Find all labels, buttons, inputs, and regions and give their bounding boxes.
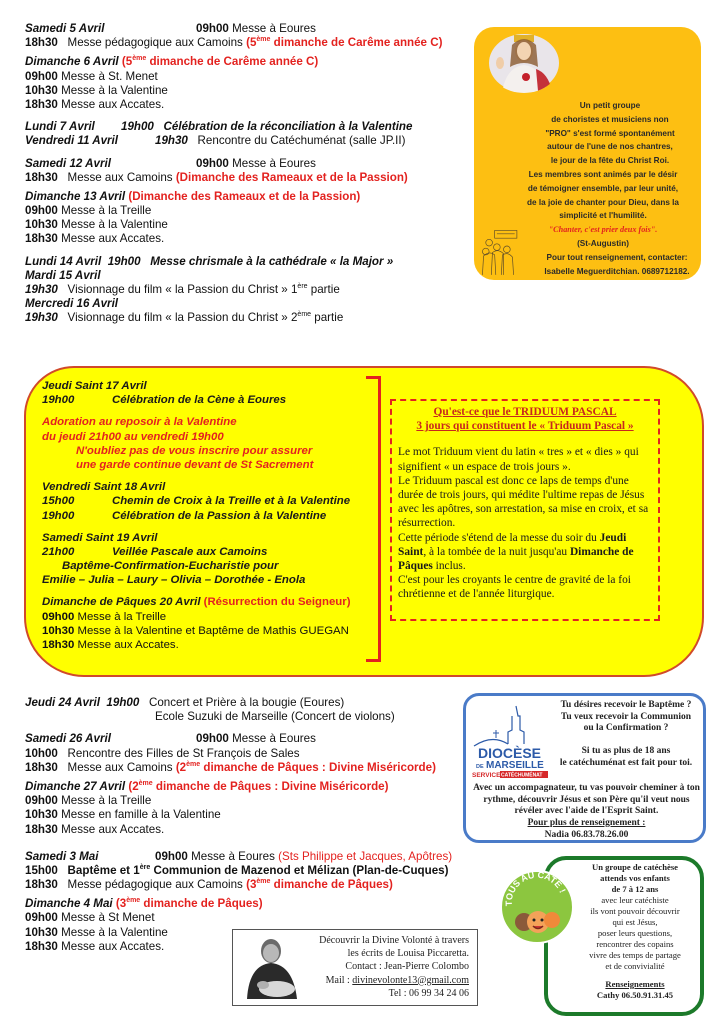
day-label: Samedi 3 Mai	[25, 849, 99, 863]
time: 19h00	[106, 696, 140, 709]
choir-line: autour de l'une de nos chantres,	[547, 142, 673, 152]
day-label: Jeudi Saint 17 Avril	[42, 380, 147, 392]
day-label: Lundi 14 Avril	[25, 254, 102, 268]
triduum-paragraph	[398, 531, 652, 574]
note-text: (5	[121, 55, 133, 69]
liturgy-note	[246, 878, 393, 891]
event: Messe à Eoures	[232, 156, 316, 170]
day-label: Vendredi 11 Avril	[25, 134, 118, 148]
liturgy-note	[176, 761, 436, 774]
time: 18h30	[25, 170, 58, 184]
day-label: Samedi Saint 19 Avril	[42, 531, 158, 544]
time: 09h00	[196, 732, 229, 746]
choir-line: de choristes et musiciens non	[551, 114, 669, 124]
event: Messe aux Accates.	[61, 232, 165, 246]
mail-label: Mail :	[325, 974, 353, 986]
paragraph-text: , à la tombée de la nuit jusqu'au	[423, 545, 570, 558]
time: 19h30	[25, 311, 58, 325]
event-thu24	[25, 696, 452, 710]
logo-text: DIOCÈSE	[478, 745, 542, 761]
event: Messe aux Camoins	[67, 760, 173, 774]
note-text: (5	[246, 36, 257, 50]
day-label: Jeudi 24 Avril	[25, 696, 100, 709]
paragraph-text: inclus.	[432, 560, 466, 573]
event: Messe à la Valentine et Baptême de Mathis GUEGAN	[77, 624, 349, 637]
liturgy-note	[116, 897, 263, 910]
event-thu24-line2	[25, 710, 452, 724]
dv-line: Contact : Jean-Pierre Colombo	[345, 961, 469, 973]
kids-line: de 7 à 12 ans	[611, 884, 659, 894]
mass-item	[25, 70, 442, 84]
event: Messe aux Camoins	[67, 170, 173, 184]
catechumenat-contact	[468, 818, 705, 841]
time: 10h30	[25, 218, 58, 232]
event: Chemin de Croix à la Treille et à la Valentine	[112, 495, 351, 508]
time: 09h00	[196, 156, 229, 170]
event: Célébration de la Passion à la Valentine	[112, 509, 327, 522]
event-fri11	[25, 134, 442, 148]
note-sup: ème	[256, 878, 271, 886]
holy-week-box	[24, 366, 704, 677]
time: 09h00	[155, 849, 188, 863]
kids-line: attends vos enfants	[600, 873, 670, 883]
choir-line: Un petit groupe	[579, 101, 641, 110]
age-condition	[546, 746, 706, 769]
dv-line: Découvrir la Divine Volonté à travers	[319, 935, 469, 946]
event-sun6-header	[25, 55, 442, 69]
time: 09h00	[42, 610, 75, 623]
mass-item	[25, 232, 442, 246]
quote-author: (St-Augustin)	[577, 238, 629, 248]
time: 19h30	[155, 134, 188, 148]
event-tue15-day	[25, 269, 442, 283]
kids-line: vivre des temps de partage	[589, 950, 681, 960]
time: 21h00	[42, 545, 75, 558]
event-mon7	[25, 120, 442, 134]
event-wed16	[25, 311, 442, 325]
choir-line: Les membres sont animés par le désir	[528, 170, 678, 179]
contact-value: Isabelle Meguerditchian. 0689712182.	[544, 266, 690, 276]
logo-text: SERVICE	[472, 772, 501, 779]
paragraph-bold: Jeudi Saint	[398, 531, 627, 558]
event-sat26-line1	[25, 732, 452, 746]
time: 18h30	[25, 760, 58, 774]
mass-item	[25, 98, 442, 112]
event-sup: ème	[297, 311, 312, 319]
liturgy-note	[246, 36, 442, 49]
logo-text: TOUS AU CATÉ !	[503, 870, 568, 907]
baptism-questions	[546, 700, 706, 735]
event: Rencontre du Catéchuménat (salle JP.II)	[197, 134, 406, 148]
event: Messe aux Accates.	[61, 822, 165, 836]
mass-item	[25, 794, 452, 808]
choir-text-2	[508, 168, 698, 278]
day-label: Samedi 12 Avril	[25, 156, 111, 170]
reminder-line: N'oubliez pas de vous inscrire pour assurer	[76, 444, 313, 457]
note-text: (2	[128, 779, 139, 793]
mass-item	[25, 218, 442, 232]
kids-line: et de convivialité	[605, 961, 665, 971]
day-label: Mardi 15 Avril	[25, 268, 101, 282]
choir-line: le jour de la fête du Christ Roi.	[550, 156, 670, 166]
time: 18h30	[25, 97, 58, 111]
note-sup: ème	[132, 55, 147, 63]
contact-value: Nadia 06.83.78.26.00	[544, 829, 629, 840]
event: Rencontre des Filles de St François de Sales	[67, 746, 300, 760]
event-sat26-line3	[25, 761, 452, 775]
event-fri18	[42, 509, 351, 523]
holy-week-schedule	[42, 379, 351, 652]
condition-line: le catéchuménat est fait pour toi.	[559, 757, 693, 768]
schedule-early-april	[25, 22, 442, 326]
logo-text: MARSEILLE	[486, 760, 544, 771]
note-sup: ème	[186, 760, 201, 768]
note-sup: ème	[256, 36, 271, 44]
event-sat3-line3	[25, 878, 452, 892]
event-wed16-day	[25, 297, 442, 311]
liturgy-note: (Dimanche des Rameaux et de la Passion)	[128, 189, 361, 203]
triduum-paragraph: C'est pour les croyants le centre de gravité de la foi chrétienne et de l'année liturgique.	[398, 574, 631, 601]
divine-volonte-text	[294, 934, 469, 1000]
event: Messe aux Accates.	[61, 939, 165, 953]
note-text: (3	[246, 878, 257, 892]
tous-au-cate-logo	[500, 870, 574, 944]
note-text: dimanche de Carême année C)	[270, 36, 443, 50]
dv-line: les écrits de Louisa Piccaretta.	[347, 948, 469, 960]
info-label: Pour plus de renseignement :	[527, 818, 646, 828]
event-mon14	[25, 255, 442, 269]
mail-line	[294, 974, 469, 987]
catechumenat-box	[463, 693, 706, 843]
time: 18h30	[25, 36, 58, 50]
paragraph-bold: Dimanche de Pâques	[398, 545, 634, 573]
reminder-line: une garde continue devant de St Sacrement	[76, 458, 314, 471]
choir-line: "PRO" s'est formé spontanément	[545, 128, 675, 138]
event: Messe aux Accates.	[61, 97, 165, 111]
day-label: Mercredi 16 Avril	[25, 297, 119, 311]
time: 15h00	[42, 495, 75, 508]
event-sat26-line2	[25, 747, 452, 761]
note-text: (3	[115, 897, 127, 911]
mass-item	[25, 204, 442, 218]
bracket-divider	[366, 376, 381, 662]
note-sup: ème	[126, 897, 141, 905]
singers-drawing	[478, 225, 528, 277]
event: Communion de Mazenod et Mélizan (Plan-de-Cuques)	[150, 863, 449, 877]
event-sat3-line2	[25, 864, 452, 878]
event-sup: ère	[139, 863, 151, 871]
kids-line: rencontrer des copains	[596, 939, 674, 949]
event-thu17	[42, 393, 351, 407]
event-sat3-line1	[25, 850, 452, 864]
note-text: dimanche de Pâques : Divine Miséricorde)	[200, 760, 436, 774]
note-text: dimanche de Pâques : Divine Miséricorde)	[152, 779, 389, 793]
time: 19h00	[42, 509, 75, 522]
event-sup: ère	[297, 283, 308, 290]
event: Messe à Eoures	[232, 732, 316, 746]
event-sat12-line2	[25, 171, 442, 185]
mass-item	[25, 84, 442, 98]
time: 10h30	[25, 925, 58, 939]
time: 18h30	[25, 878, 58, 892]
mass-item	[42, 624, 351, 638]
time: 19h00	[121, 120, 154, 134]
event: Messe à la Treille	[61, 204, 152, 218]
liturgy-note: (Dimanche des Rameaux et de la Passion)	[175, 170, 408, 184]
triduum-paragraph: Le mot Triduum vient du latin « tres » et « dies » qui signifient « un espace de trois jours ».	[398, 446, 639, 473]
kids-line: avec leur catéchiste	[601, 895, 669, 905]
day-label: Dimanche 4 Mai	[25, 897, 113, 911]
time: 18h30	[25, 232, 58, 246]
event: Messe à St. Menet	[61, 69, 158, 83]
contact-label: Pour tout renseignement, contacter:	[546, 252, 688, 262]
event: Messe à la Valentine	[61, 925, 168, 939]
divine-volonte-box	[232, 929, 478, 1006]
event: Visionnage du film « la Passion du Christ » 2	[67, 311, 298, 325]
kids-line: qui est Jésus,	[612, 917, 658, 927]
note-text: (2	[175, 760, 187, 774]
triduum-paragraph: Le Triduum pascal est donc ce laps de temps d'une durée de trois jours, qui médite l'ultime repas de Jésus avec les apôtres, son arrestation, sa mise en croix, et sa résurrection.	[398, 474, 649, 530]
time: 19h00	[107, 254, 141, 268]
feast-note: (Sts Philippe et Jacques, Apôtres)	[278, 849, 453, 863]
phone: Tel : 06 99 34 24 06	[388, 987, 469, 999]
event: Ecole Suzuki de Marseille (Concert de violons)	[155, 710, 395, 724]
time: 10h30	[25, 83, 58, 97]
event-sat12-line1	[25, 157, 442, 171]
day-label: Dimanche de Pâques 20 Avril	[42, 596, 201, 609]
paragraph-text: Cette période s'étend de la messe du soir du	[398, 531, 600, 544]
question-line: ou la Confirmation ?	[583, 723, 669, 734]
event: Messe à la Valentine	[61, 83, 168, 97]
candidate-names: Emilie – Julia – Laury – Olivia – Dorothée - Enola	[42, 574, 306, 587]
time: 19h30	[25, 283, 58, 296]
liturgy-note	[122, 55, 318, 68]
event: Baptême et 1	[67, 863, 140, 877]
kids-line: poser leurs questions,	[597, 928, 673, 938]
time: 10h30	[25, 808, 58, 822]
time: 18h30	[25, 822, 58, 836]
note-text: dimanche de Pâques)	[140, 897, 263, 911]
question-line: Tu veux recevoir la Communion	[560, 711, 692, 722]
time: 09h00	[25, 204, 58, 218]
event: Messe pédagogique aux Camoins	[67, 36, 243, 50]
event: Célébration de la Cène à Eoures	[112, 394, 287, 407]
event: Messe à la Treille	[61, 794, 152, 808]
day-label: Samedi 5 Avril	[25, 22, 105, 35]
time: 09h00	[25, 794, 58, 808]
event-tue15	[25, 283, 442, 297]
time: 10h00	[25, 746, 58, 760]
logo-text: DE	[476, 764, 484, 770]
kids-contact: Cathy 06.50.91.31.45	[596, 990, 674, 1000]
event: Messe chrismale à la cathédrale « la Major »	[150, 254, 394, 268]
triduum-explainer	[390, 399, 660, 621]
time: 15h00	[25, 863, 58, 877]
time: 19h00	[42, 394, 75, 407]
schedule-late-april	[25, 696, 452, 954]
question-line: Tu désires recevoir le Baptême ?	[560, 700, 692, 710]
kids-line: Un groupe de catéchèse	[591, 862, 678, 872]
catechumenat-body: Avec un accompagnateur, tu vas pouvoir cheminer à ton rythme, découvrir Jésus et son Père qu'il veut nous révéler avec l'aide de l'Esprit Saint.	[473, 783, 700, 817]
choir-line: simplicité et l'humilité.	[559, 211, 647, 221]
choir-line: de témoigner ensemble, par leur unité,	[527, 183, 679, 193]
event-fri18	[42, 494, 351, 508]
day-label: Dimanche 27 Avril	[25, 779, 126, 793]
event: Messe pédagogique aux Camoins	[67, 878, 243, 892]
liturgy-note: (Résurrection du Seigneur)	[203, 596, 351, 609]
event: Célébration de la réconciliation à la Valentine	[163, 120, 413, 134]
time: 09h00	[25, 911, 58, 925]
event: Messe à la Treille	[77, 610, 167, 623]
event-sat5-line1	[25, 22, 442, 36]
mail-link[interactable]: divinevolonte13@gmail.com	[352, 974, 469, 986]
event-sun27-header	[25, 780, 452, 794]
logo-text: CATÉCHUMÉNAT	[501, 772, 543, 779]
time: 10h30	[42, 624, 75, 637]
event-sat5-line2	[25, 36, 442, 50]
note-text: dimanche de Carême année C)	[146, 55, 319, 69]
condition-line: Si tu as plus de 18 ans	[581, 746, 671, 756]
event: Veillée Pascale aux Camoins	[112, 545, 268, 558]
triduum-title: Qu'est-ce que le TRIDUUM PASCAL	[433, 406, 617, 418]
mass-item	[25, 808, 452, 822]
choir-text	[524, 99, 696, 168]
event: Messe à la Valentine	[61, 218, 168, 232]
event-sat19	[42, 545, 351, 559]
diocese-marseille-logo	[472, 704, 548, 779]
event-sun4-header	[25, 897, 452, 911]
mass-item	[25, 823, 452, 837]
sacraments-line: Baptême-Confirmation-Eucharistie pour	[62, 560, 279, 573]
event: partie	[307, 283, 340, 296]
day-label: Samedi 26 Avril	[25, 732, 111, 746]
note-sup: ème	[138, 779, 153, 787]
choir-line: de la joie de chanter pour Dieu, dans la	[527, 197, 679, 207]
time: 09h00	[25, 69, 58, 83]
event: Messe aux Accates.	[77, 639, 179, 651]
louisa-piccaretta-photo	[241, 935, 301, 999]
time: 09h00	[196, 22, 229, 35]
day-label: Vendredi Saint 18 Avril	[42, 481, 166, 494]
mass-item	[42, 638, 351, 652]
triduum-subtitle: 3 jours qui constituent le « Triduum Pascal »	[416, 420, 634, 433]
event: Messe en famille à la Valentine	[61, 808, 221, 822]
event: partie	[311, 311, 344, 325]
event: Messe à Eoures	[232, 22, 316, 35]
event: Concert et Prière à la bougie (Eoures)	[148, 696, 345, 709]
augustine-quote: "Chanter, c'est prier deux fois".	[548, 225, 658, 235]
adoration-line: du jeudi 21h00 au vendredi 19h00	[42, 430, 224, 443]
adoration-line: Adoration au reposoir à la Valentine	[42, 416, 237, 429]
time: 18h30	[42, 639, 75, 651]
time: 18h30	[25, 939, 58, 953]
event: Messe à Eoures	[191, 849, 275, 863]
event: Visionnage du film « la Passion du Christ » 1	[67, 283, 298, 296]
day-label: Dimanche 6 Avril	[25, 55, 119, 69]
mass-item	[25, 911, 452, 925]
mass-item	[42, 610, 351, 624]
choir-info-box	[474, 27, 701, 280]
christ-king-image	[488, 33, 560, 93]
liturgy-note	[128, 780, 388, 793]
event-sun20-header	[42, 595, 351, 609]
event-sun13-header	[25, 190, 442, 204]
note-text: dimanche de Pâques)	[270, 878, 393, 892]
kids-info-label: Renseignements	[605, 979, 665, 989]
kids-line: ils vont pouvoir découvrir	[590, 906, 680, 916]
event: Messe à St Menet	[61, 911, 155, 925]
day-label: Lundi 7 Avril	[25, 120, 95, 134]
day-label: Dimanche 13 Avril	[25, 189, 126, 203]
